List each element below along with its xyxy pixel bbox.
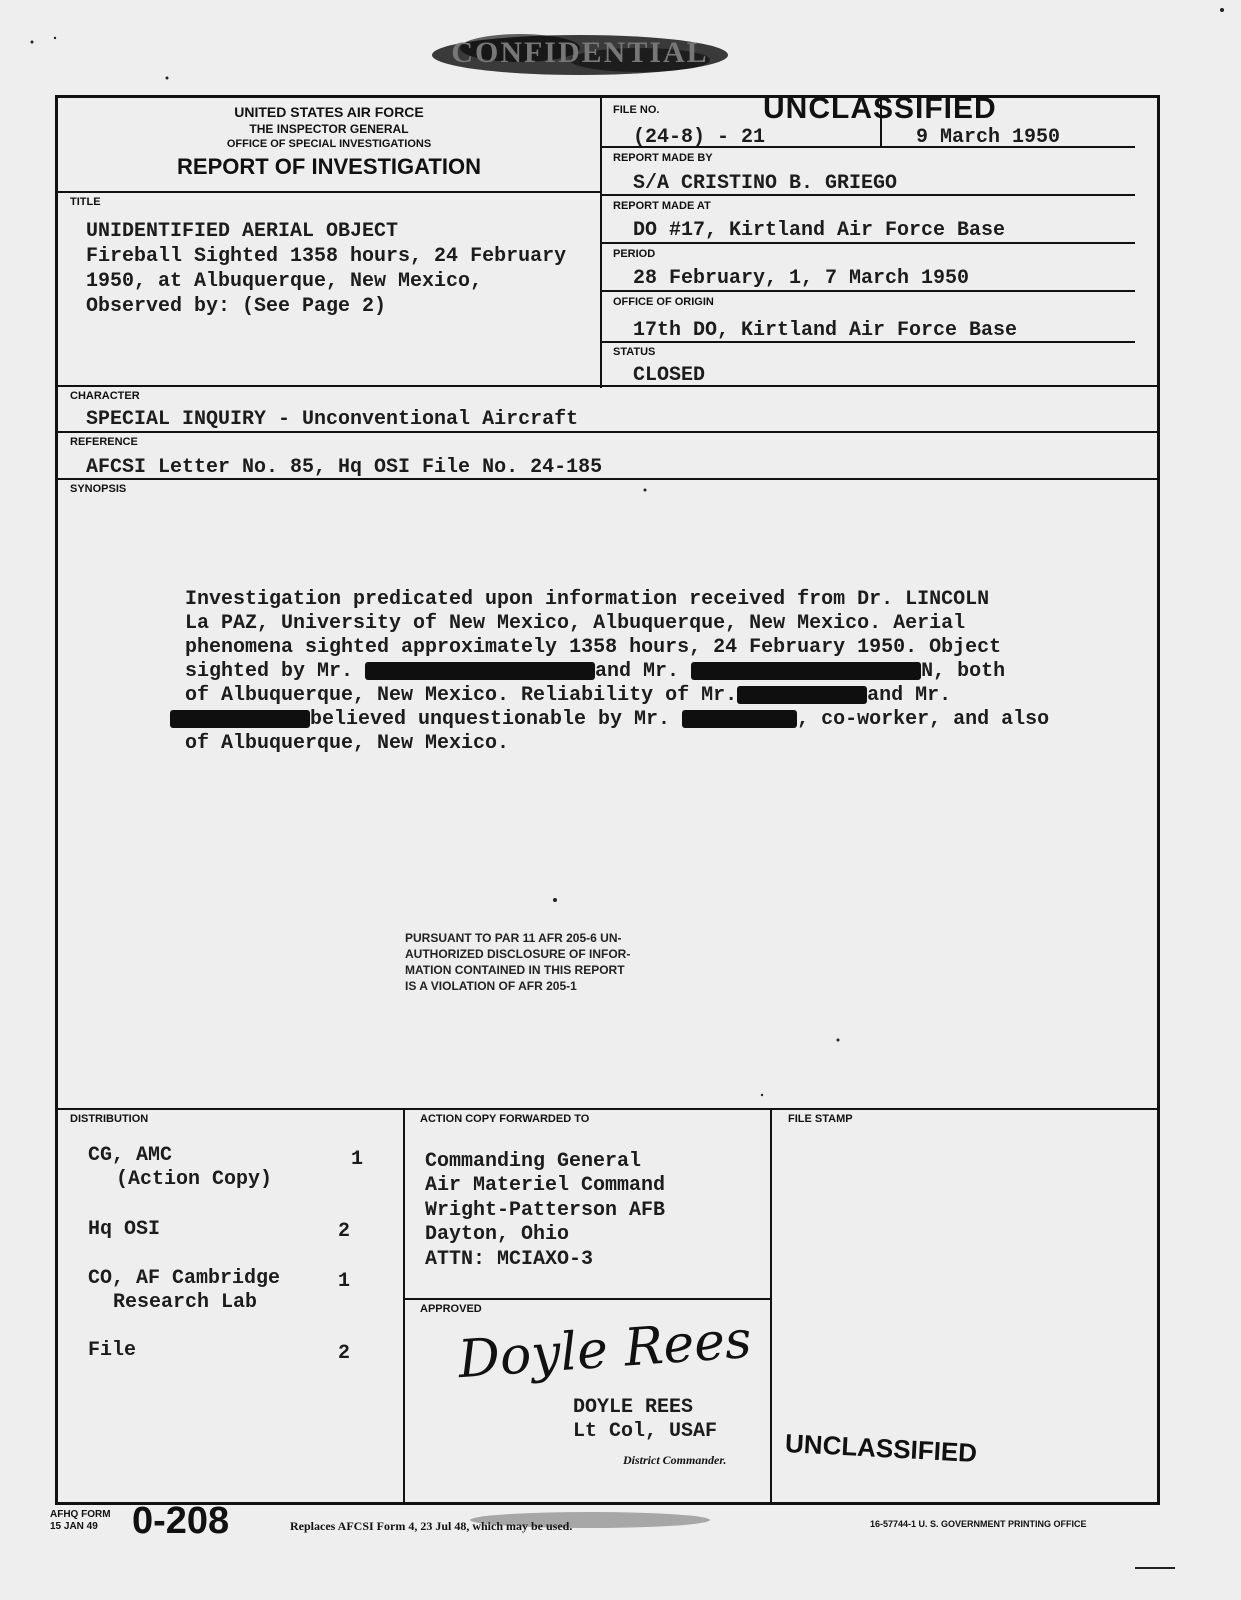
synopsis-line-4b: and Mr.: [595, 660, 680, 683]
synopsis-line-5: [185, 684, 1065, 708]
distribution-item-1-name: CG, AMC: [88, 1144, 173, 1167]
status-label: STATUS: [613, 346, 656, 358]
distribution-item-1-count: 1: [351, 1148, 364, 1171]
distribution-label: DISTRIBUTION: [70, 1113, 149, 1125]
title-label: TITLE: [70, 196, 101, 208]
synopsis-line-4: [185, 660, 1065, 684]
report-made-at-label: REPORT MADE AT: [613, 200, 711, 212]
title-line-1: UNIDENTIFIED AERIAL OBJECT: [86, 220, 399, 243]
approved-label: APPROVED: [420, 1303, 482, 1315]
signature: Doyle Rees: [456, 1309, 754, 1391]
report-form: [55, 92, 1160, 1505]
unclassified-top-stamp: UNCLASSIFIED: [763, 92, 997, 125]
distribution-item-4-name: File: [88, 1339, 137, 1362]
office-of-origin-value: 17th DO, Kirtland Air Force Base: [633, 319, 1018, 342]
divider-title-character: [58, 385, 1157, 387]
synopsis-line-7: of Albuquerque, New Mexico.: [185, 732, 510, 755]
approver-name: DOYLE REES: [573, 1396, 694, 1419]
divider-action-approved: [403, 1298, 770, 1300]
divider-action-filestamp: [770, 1108, 772, 1503]
synopsis-line-6a: believed unquestionable by Mr.: [310, 708, 671, 731]
notice-line-2: AUTHORIZED DISCLOSURE OF INFOR-: [405, 947, 631, 961]
file-stamp-label: FILE STAMP: [788, 1113, 853, 1125]
action-copy-line-5: ATTN: MCIAXO-3: [425, 1248, 594, 1271]
distribution-item-3-sub: Research Lab: [113, 1291, 258, 1314]
synopsis-line-6b: , co-worker, and also: [797, 708, 1050, 731]
action-copy-label: ACTION COPY FORWARDED TO: [420, 1113, 590, 1125]
synopsis-line-3: phenomena sighted approximately 1358 hours, 24 February 1950. Object: [185, 636, 1002, 659]
synopsis-line-1: Investigation predicated upon information received from Dr. LINCOLN: [185, 588, 990, 611]
disclosure-notice: [405, 930, 705, 994]
confidential-stamp: [430, 30, 730, 80]
title-line-2: Fireball Sighted 1358 hours, 24 February: [86, 245, 567, 268]
synopsis-line-2: La PAZ, University of New Mexico, Albuquerque, New Mexico. Aerial: [185, 612, 966, 635]
form-label-1: AFHQ FORM: [50, 1509, 111, 1520]
header-line-2: THE INSPECTOR GENERAL: [249, 122, 409, 136]
approver-title: District Commander.: [623, 1453, 727, 1467]
approver-rank: Lt Col, USAF: [573, 1420, 718, 1443]
synopsis-line-4c: N, both: [921, 660, 1006, 683]
action-copy-line-4: Dayton, Ohio: [425, 1223, 570, 1246]
reference-label: REFERENCE: [70, 436, 138, 448]
header-line-3: OFFICE OF SPECIAL INVESTIGATIONS: [226, 138, 432, 150]
period-label: PERIOD: [613, 248, 656, 260]
header-line-1: UNITED STATES AIR FORCE: [234, 104, 424, 120]
form-label-2: 15 JAN 49: [50, 1521, 98, 1532]
printing-office-note: 16-57744-1 U. S. GOVERNMENT PRINTING OFFICE: [870, 1519, 1087, 1529]
form-id-label: [50, 1509, 111, 1533]
divider-distribution-action: [403, 1108, 405, 1503]
synopsis-line-6: [170, 708, 1065, 732]
synopsis-line-4a: sighted by Mr.: [185, 660, 354, 683]
report-made-by-label: REPORT MADE BY: [613, 152, 713, 164]
file-no-value: (24-8) - 21: [633, 126, 766, 149]
distribution-item-3-name: CO, AF Cambridge: [88, 1267, 281, 1290]
form-replaces-note: Replaces AFCSI Form 4, 23 Jul 48, which may be used.: [290, 1519, 573, 1533]
unclassified-bottom-stamp: UNCLASSIFIED: [784, 1427, 978, 1469]
redaction-block: [682, 710, 797, 728]
file-no-label: FILE NO.: [613, 104, 660, 116]
synopsis-text: [185, 588, 1065, 756]
period-value: 28 February, 1, 7 March 1950: [633, 267, 970, 290]
distribution-item-3-count: 1: [338, 1270, 351, 1293]
notice-line-3: MATION CONTAINED IN THIS REPORT: [405, 963, 625, 977]
action-copy-line-2: Air Materiel Command: [425, 1174, 666, 1197]
distribution-item-4-count: 2: [338, 1342, 351, 1365]
redaction-block: [737, 686, 867, 704]
synopsis-line-5b: and Mr.: [867, 684, 952, 707]
report-made-at-value: DO #17, Kirtland Air Force Base: [633, 219, 1006, 242]
action-copy-line-1: Commanding General: [425, 1150, 642, 1173]
redaction-block: [170, 710, 310, 728]
redaction-block: [691, 662, 921, 680]
confidential-stamp-text: CONFIDENTIAL: [451, 36, 709, 69]
notice-line-1: PURSUANT TO PAR 11 AFR 205-6 UN-: [405, 931, 622, 945]
report-made-by-value: S/A CRISTINO B. GRIEGO: [633, 172, 898, 195]
divider-synopsis-distribution: [58, 1108, 1157, 1110]
divider-character-reference: [58, 431, 1157, 433]
distribution-item-1-sub: (Action Copy): [116, 1168, 273, 1191]
distribution-item-2-count: 2: [338, 1220, 351, 1243]
distribution-item-2-name: Hq OSI: [88, 1218, 161, 1241]
date-value: 9 March 1950: [916, 126, 1061, 149]
header-line-4: REPORT OF INVESTIGATION: [177, 154, 481, 179]
action-copy-line-3: Wright-Patterson AFB: [425, 1199, 666, 1222]
redaction-block: [365, 662, 595, 680]
divider-right-3: [600, 242, 1135, 244]
form-number: 0-208: [132, 1500, 230, 1542]
synopsis-label: SYNOPSIS: [70, 483, 127, 495]
notice-line-4: IS A VIOLATION OF AFR 205-1: [405, 979, 577, 993]
synopsis-line-5a: of Albuquerque, New Mexico. Reliability of Mr.: [185, 684, 738, 707]
reference-value: AFCSI Letter No. 85, Hq OSI File No. 24-185: [86, 456, 603, 479]
title-line-3: 1950, at Albuquerque, New Mexico,: [86, 270, 483, 293]
divider-header-title: [58, 191, 600, 193]
divider-right-4: [600, 290, 1135, 292]
character-label: CHARACTER: [70, 390, 140, 402]
character-value: SPECIAL INQUIRY - Unconventional Aircraft: [86, 408, 579, 431]
status-value: CLOSED: [633, 364, 706, 387]
office-of-origin-label: OFFICE OF ORIGIN: [613, 296, 714, 308]
title-line-4: Observed by: (See Page 2): [86, 295, 387, 318]
